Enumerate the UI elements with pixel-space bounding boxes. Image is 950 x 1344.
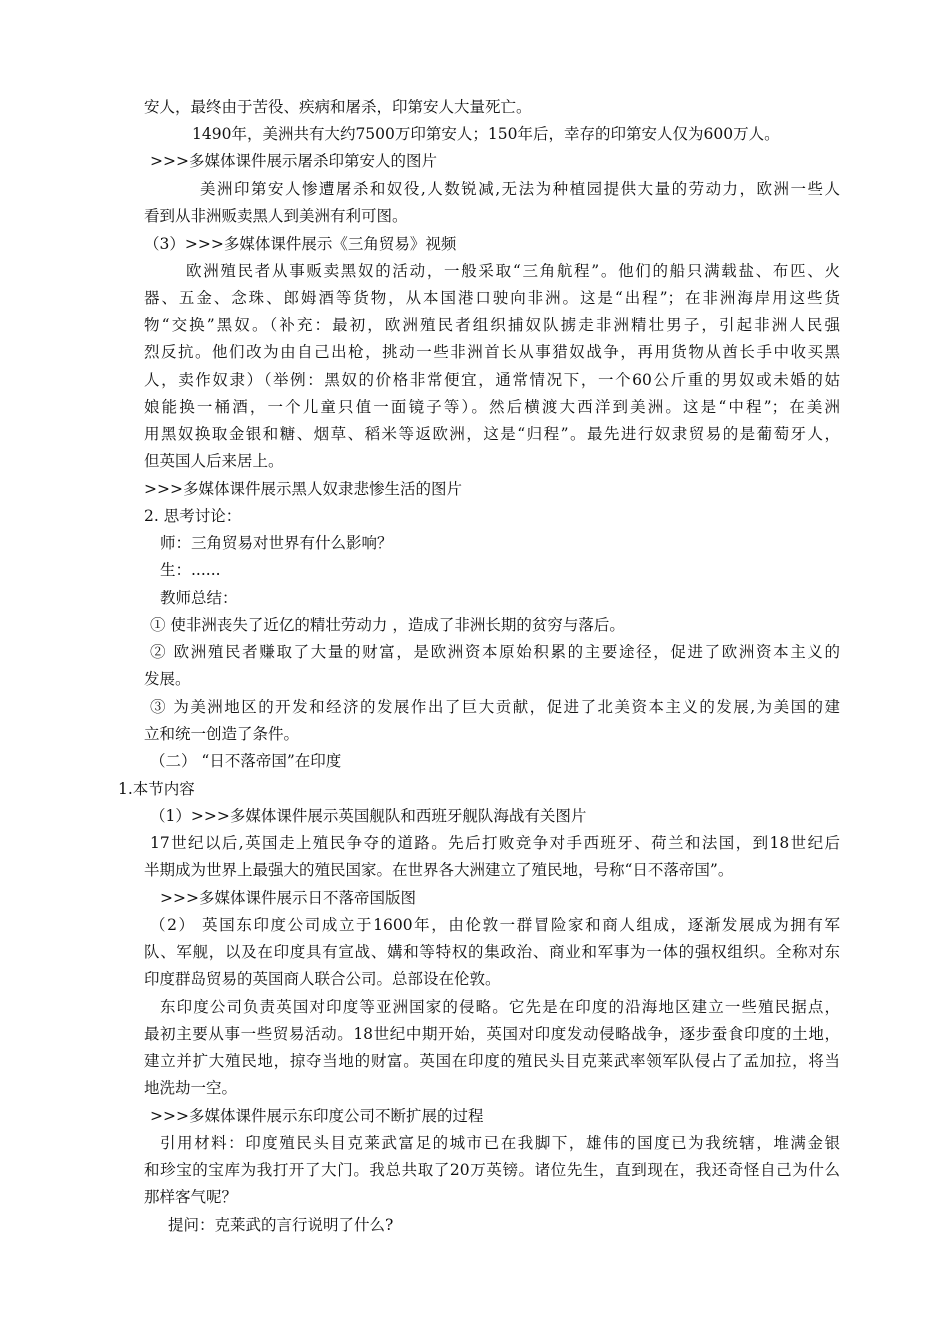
text-line: （3）>>>多媒体课件展示《三角贸易》视频: [144, 235, 457, 253]
text-line: 半期成为世界上最强大的殖民国家。在世界各大洲建立了殖民地，号称“日不落帝国”。: [144, 861, 734, 879]
text-line: ① 使非洲丧失了近亿的精壮劳动力 ，造成了非洲长期的贫穷与落后。: [150, 616, 625, 634]
text-line: 建立并扩大殖民地，掠夺当地的财富。英国在印度的殖民头目克莱武率领军队侵占了孟加拉，将当: [144, 1052, 840, 1070]
text-line: 发展。: [144, 670, 191, 688]
text-line: 最初主要从事一些贸易活动。18世纪中期开始，英国对印度发动侵略战争，逐步蚕食印度的土地，: [144, 1025, 840, 1043]
text-line: 17世纪以后,英国走上殖民争夺的道路。先后打败竞争对手西班牙、荷兰和法国，到18世纪后: [150, 834, 840, 852]
text-line: 欧洲殖民者从事贩卖黑奴的活动，一般采取“三角航程”。他们的船只满载盐、布匹、火: [186, 262, 840, 280]
text-line: 东印度公司负责英国对印度等亚洲国家的侵略。它先是在印度的沿海地区建立一些殖民据点，: [160, 998, 840, 1016]
text-line: 师：三角贸易对世界有什么影响？: [160, 534, 393, 552]
text-line: ② 欧洲殖民者赚取了大量的财富，是欧洲资本原始积累的主要途径，促进了欧洲资本主义的: [150, 643, 840, 661]
text-line: 美洲印第安人惨遭屠杀和奴役,人数锐减,无法为种植园提供大量的劳动力，欧洲一些人: [200, 180, 840, 198]
subsection-heading: 1.本节内容: [118, 780, 195, 798]
text-line: 立和统一创造了条件。: [144, 725, 300, 743]
text-line: 但英国人后来居上。: [144, 452, 284, 470]
text-line: 2. 思考讨论：: [144, 507, 242, 525]
text-line: （1）>>>多媒体课件展示英国舰队和西班牙舰队海战有关图片: [150, 807, 587, 825]
text-line: 物“交换”黑奴。（补充：最初，欧洲殖民者组织捕奴队掳走非洲精壮男子，引起非洲人民强: [144, 316, 840, 334]
text-line: 地洗劫一空。: [144, 1079, 238, 1097]
text-line: ③ 为美洲地区的开发和经济的发展作出了巨大贡献，促进了北美资本主义的发展,为美国的建: [150, 698, 840, 716]
section-heading: （二） “日不落帝国”在印度: [150, 752, 342, 770]
text-line: 用黑奴换取金银和糖、烟草、稻米等返欧洲，这是“归程”。最先进行奴隶贸易的是葡萄牙人，: [144, 425, 840, 443]
text-line: >>>多媒体课件展示黑人奴隶悲惨生活的图片: [144, 480, 462, 498]
text-line: >>>多媒体课件展示屠杀印第安人的图片: [150, 152, 437, 170]
text-line: 教师总结：: [160, 589, 238, 607]
text-line: 人，卖作奴隶）（举例：黑奴的价格非常便宜，通常情况下，一个60公斤重的男奴或未婚的姑: [144, 371, 840, 389]
text-line: 烈反抗。他们改为由自己出枪，挑动一些非洲首长从事猎奴战争，再用货物从酋长手中收买黑: [144, 343, 840, 361]
text-line: 娘能换一桶酒，一个儿童只值一面镜子等）。然后横渡大西洋到美洲。这是“中程”；在美洲: [144, 398, 840, 416]
text-line: 引用材料：印度殖民头目克莱武富足的城市已在我脚下，雄伟的国度已为我统辖，堆满金银: [160, 1134, 840, 1152]
text-line: 那样客气呢？: [144, 1188, 238, 1206]
text-line: 生：......: [160, 561, 221, 579]
text-line: 看到从非洲贩卖黑人到美洲有利可图。: [144, 207, 408, 225]
text-line: 提问：克莱武的言行说明了什么?: [168, 1216, 394, 1234]
text-line: 1490年，美洲共有大约7500万印第安人；150年后，幸存的印第安人仅为600万人。: [192, 125, 780, 143]
text-line: 队、军舰，以及在印度具有宣战、媾和等特权的集政治、商业和军事为一体的强权组织。全称对东: [144, 943, 840, 961]
text-line: 印度群岛贸易的英国商人联合公司。总部设在伦敦。: [144, 970, 501, 988]
text-line: >>>多媒体课件展示日不落帝国版图: [160, 889, 416, 907]
text-line: >>>多媒体课件展示东印度公司不断扩展的过程: [150, 1107, 484, 1125]
text-line: 和珍宝的宝库为我打开了大门。我总共取了20万英镑。诸位先生，直到现在，我还奇怪自己为什么: [144, 1161, 840, 1179]
text-line: 器、五金、念珠、郎姆酒等货物，从本国港口驶向非洲。这是“出程”；在非洲海岸用这些货: [144, 289, 840, 307]
text-line: 安人，最终由于苦役、疾病和屠杀，印第安人大量死亡。: [144, 98, 532, 116]
text-line: （2） 英国东印度公司成立于1600年，由伦敦一群冒险家和商人组成，逐渐发展成为拥有军: [150, 916, 840, 934]
